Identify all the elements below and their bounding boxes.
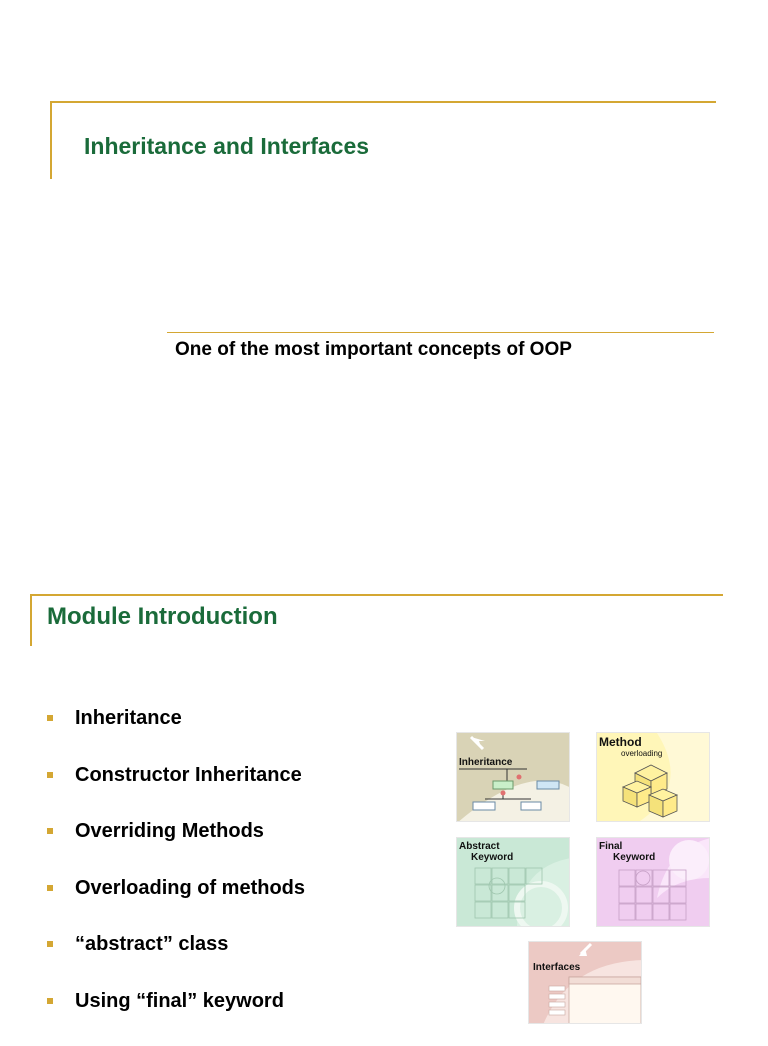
bullet-text: Inheritance [75,707,182,729]
bullet-text: Using “final” keyword [75,989,284,1012]
slide2-top-rule [30,594,723,596]
bullet-text: Constructor Inheritance [75,763,302,786]
thumbnail-method-label: Method [599,735,642,749]
thumbnail-interfaces [528,941,642,1024]
bullet-marker [47,998,53,1004]
slide1-subtitle-rule [167,332,714,333]
thumbnail-inheritance-label: Inheritance [459,757,513,768]
thumbnail-final [596,837,710,927]
bullet-marker [47,715,53,721]
thumbnail-abstract-label2: Keyword [471,852,514,863]
bullet-item [47,876,305,933]
thumbnail-inheritance [456,732,570,822]
slide1-left-rule [50,101,52,179]
bullet-marker [47,941,53,947]
thumbnail-final-label2: Keyword [613,852,656,863]
thumbnail-method [596,732,710,822]
slide1-top-rule [50,101,716,103]
bullet-text: “abstract” class [75,933,229,956]
interfaces-thumb-art [529,942,642,1024]
thumbnail-abstract-label1: Abstract [459,841,500,852]
bullet-item [47,763,305,820]
thumbnail-abstract [456,837,570,927]
bullet-marker [47,885,53,891]
bullet-item [47,932,305,989]
bullet-item [47,706,305,763]
bullet-text: Overriding Methods [75,820,264,843]
slide1-title: Inheritance and Interfaces [84,133,370,159]
bullet-item [47,819,305,876]
thumbnail-method-sublabel: overloading [621,749,663,758]
bullet-item [47,989,305,1046]
thumbnail-final-label1: Final [599,841,623,852]
bullet-list [47,706,305,1046]
bullet-marker [47,828,53,834]
slide2-left-rule [30,594,32,646]
bullet-marker [47,772,53,778]
slide2-title: Module Introduction [47,603,278,630]
slide1-subtitle: One of the most important concepts of OOP [175,339,572,360]
thumbnail-interfaces-label: Interfaces [533,962,581,973]
inheritance-thumb-art [457,733,570,822]
bullet-text: Overloading of methods [75,876,306,899]
